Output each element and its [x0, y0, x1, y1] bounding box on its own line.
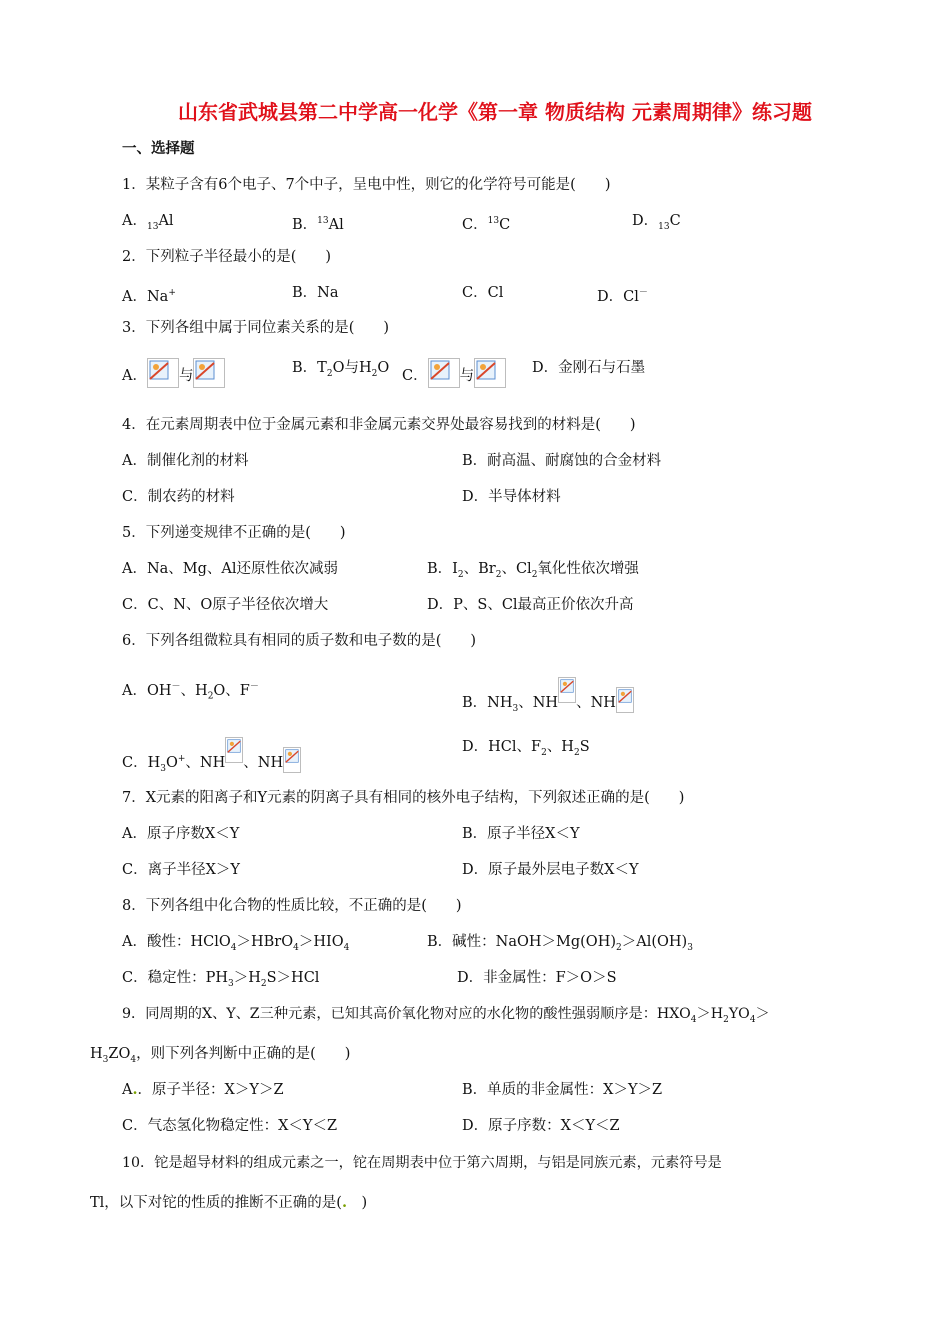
broken-image-icon — [616, 687, 634, 713]
question-5-option-d: D．P、S、Cl最高正价依次升高 — [427, 597, 634, 613]
question-7-option-c: C．离子半径X＞Y — [122, 862, 240, 878]
question-2-stem: 2．下列粒子半径最小的是( ) — [122, 249, 332, 265]
question-8-option-b: B．碱性：$NaOH>Mg(OH)_2>Al(OH)_3$ — [427, 934, 693, 953]
question-6-option-d: D．HCl、$F_2$、$H_2S$ — [462, 739, 590, 758]
broken-image-icon — [225, 737, 243, 763]
question-8-stem: 8．下列各组中化合物的性质比较，不正确的是( ) — [122, 898, 462, 914]
question-1-stem: 1．某粒子含有6个电子、7个中子，呈电中性，则它的化学符号可能是( ) — [122, 177, 611, 193]
question-9-option-c: C．气态氢化物稳定性：X＜Y＜Z — [122, 1118, 338, 1134]
question-7-option-d: D．原子最外层电子数X＜Y — [462, 862, 639, 878]
question-5-option-c: C．C、N、O原子半径依次增大 — [122, 597, 329, 613]
question-9-option-a: A.．原子半径：X＞Y＞Z — [122, 1081, 284, 1098]
question-6-option-c: C．$H_3O^+$、NH 、NH — [122, 737, 301, 779]
question-3-option-d: D．金刚石与石墨 — [532, 360, 646, 376]
question-4-stem: 4．在元素周期表中位于金属元素和非金属元素交界处最容易找到的材料是( ) — [122, 417, 636, 433]
broken-image-icon — [147, 358, 179, 388]
question-9-stem: 9．同周期的X、Y、Z三种元素，已知其高价氧化物对应的水化物的酸性强弱顺序是：$HXO_4>H_2YO_4>$ — [122, 1006, 770, 1025]
question-9-option-b: B．单质的非金属性：X＞Y＞Z — [462, 1082, 663, 1098]
question-2-option-b: B．Na — [292, 285, 339, 301]
question-1-option-c: C．$^{13}$C — [462, 216, 511, 233]
question-3-stem: 3．下列各组中属于同位素关系的是( ) — [122, 320, 390, 336]
question-1-option-a: A．$_{13}$Al — [122, 213, 174, 232]
question-4-option-c: C．制农药的材料 — [122, 489, 235, 505]
broken-image-icon — [283, 747, 301, 773]
question-7-stem: 7．X元素的阳离子和Y元素的阴离子具有相同的核外电子结构，下列叙述正确的是( ) — [122, 790, 685, 806]
question-5-option-b: B．$I_2$、$Br_2$、$Cl_2$氧化性依次增强 — [427, 561, 639, 580]
question-8-option-c: C．稳定性：$PH_3>H_2S>HCl$ — [122, 970, 320, 989]
question-10-stem: 10．铊是超导材料的组成元素之一，铊在周期表中位于第六周期，与铝是同族元素，元素符号是 — [122, 1155, 722, 1171]
question-3-option-b: B．$T_2O$与$H_2O$ — [292, 360, 390, 379]
broken-image-icon — [474, 358, 506, 388]
question-4-option-d: D．半导体材料 — [462, 489, 561, 505]
question-1-option-d: D．$_{13}$C — [632, 213, 681, 232]
question-4-option-b: B．耐高温、耐腐蚀的合金材料 — [462, 453, 662, 469]
question-1-option-b: B．$^{13}$Al — [292, 216, 344, 233]
question-6-option-b: B．$NH_3$、NH 、NH — [462, 677, 634, 719]
question-9-stem-continued: $H_3ZO_4$，则下列各判断中正确的是( ) — [90, 1046, 351, 1065]
question-3-option-c: C． 与 — [402, 358, 506, 388]
page-title: 山东省武城县第二中学高一化学《第一章 物质结构 元素周期律》练习题 — [178, 100, 812, 124]
question-6-stem: 6．下列各组微粒具有相同的质子数和电子数的是( ) — [122, 633, 477, 649]
broken-image-icon — [558, 677, 576, 703]
question-5-stem: 5．下列递变规律不正确的是( ) — [122, 525, 346, 541]
question-8-option-a: A．酸性：$HClO_4>HBrO_4>HIO_4$ — [122, 934, 350, 953]
section-heading: 一、选择题 — [122, 141, 195, 157]
question-10-stem-continued: Tl，以下对铊的性质的推断不正确的是(. ) — [90, 1194, 368, 1211]
broken-image-icon — [428, 358, 460, 388]
question-2-option-c: C．Cl — [462, 285, 504, 301]
question-2-option-a: A．Na+ — [122, 288, 176, 305]
broken-image-icon — [193, 358, 225, 388]
question-7-option-a: A．原子序数X＜Y — [122, 826, 240, 842]
question-5-option-a: A．Na、Mg、Al还原性依次减弱 — [122, 561, 339, 577]
question-8-option-d: D．非金属性：F＞O＞S — [457, 970, 617, 986]
question-3-option-a: A． 与 — [122, 358, 225, 388]
question-2-option-d: D．Cl－ — [597, 288, 648, 305]
question-7-option-b: B．原子半径X＜Y — [462, 826, 580, 842]
question-6-option-a: A．OH－、$H_2O$、F－ — [122, 682, 259, 702]
question-4-option-a: A．制催化剂的材料 — [122, 453, 249, 469]
question-9-option-d: D．原子序数：X＜Y＜Z — [462, 1118, 620, 1134]
